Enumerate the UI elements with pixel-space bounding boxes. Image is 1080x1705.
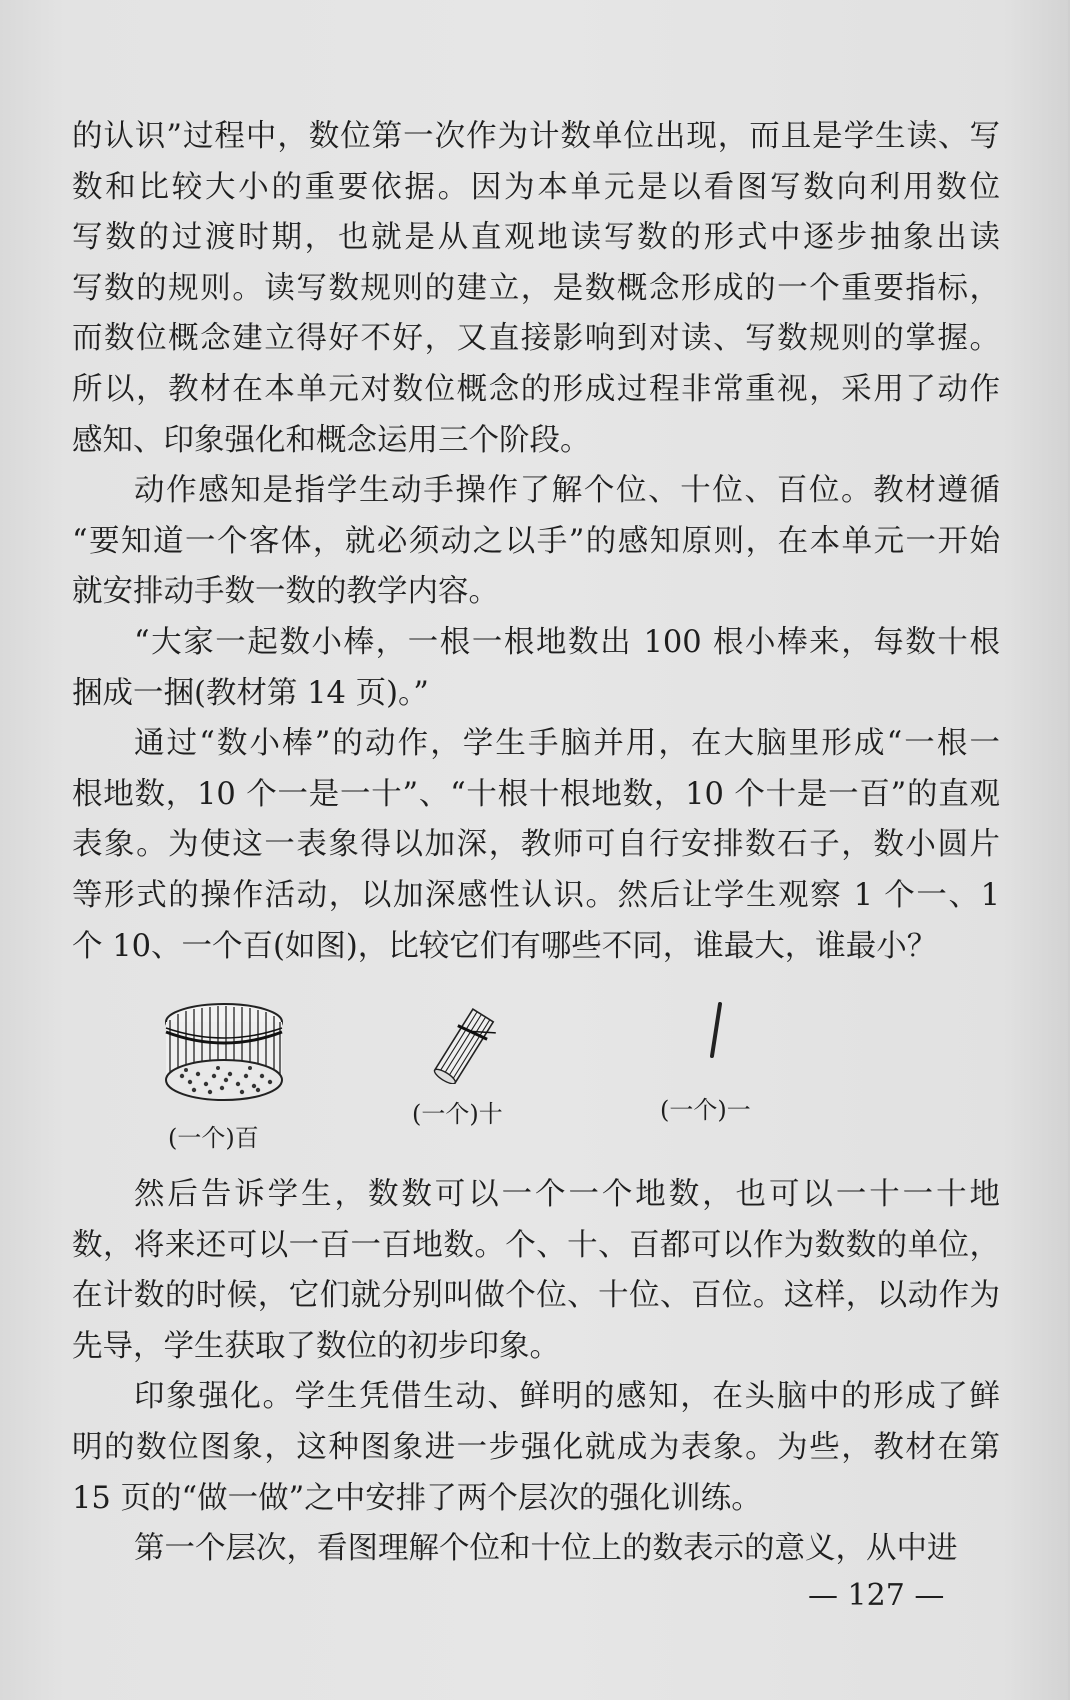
caption-one: (一个)一 bbox=[660, 1096, 751, 1124]
text-line: 通过“数小棒”的动作，学生手脑并用，在大脑里形成“一根一 bbox=[134, 726, 1000, 762]
caption-ten: (一个)十 bbox=[412, 1100, 503, 1128]
text-line: 写数的规则。读写数规则的建立，是数概念形成的一个重要指标， bbox=[72, 270, 1000, 306]
text-line: 15 页的“做一做”之中安排了两个层次的强化训练。 bbox=[72, 1480, 762, 1516]
text-line: 的认识”过程中，数位第一次作为计数单位出现，而且是学生读、写 bbox=[72, 119, 1000, 154]
single-stick-illustration bbox=[704, 1002, 728, 1058]
text-line: 就安排动手数一数的教学内容。 bbox=[72, 574, 499, 610]
caption-hundred: (一个)百 bbox=[168, 1124, 259, 1152]
text-line: “大家一起数小棒，一根一根地数出 100 根小棒来，每数十根 bbox=[134, 624, 1000, 660]
text-line: 数和比较大小的重要依据。因为本单元是以看图写数向利用数位 bbox=[72, 169, 1000, 205]
text-line: 第一个层次，看图理解个位和十位上的数表示的意义，从中进 bbox=[134, 1531, 958, 1567]
text-line: 然后告诉学生，数数可以一个一个地数，也可以一十一十地 bbox=[134, 1177, 1000, 1212]
text-line: 明的数位图象，这种图象进一步强化就成为表象。为些，教材在第 bbox=[72, 1429, 1000, 1465]
page-number: — 127 — bbox=[808, 1578, 945, 1613]
text-line: 动作感知是指学生动手操作了解个位、十位、百位。教材遵循 bbox=[134, 473, 1000, 509]
text-line: 而数位概念建立得好不好，又直接影响到对读、写数规则的掌握。 bbox=[72, 321, 1000, 357]
text-line: 数，将来还可以一百一百地数。个、十、百都可以作为数数的单位， bbox=[72, 1227, 1000, 1263]
text-line: 等形式的操作活动，以加深感性认识。然后让学生观察 1 个一、1 bbox=[72, 877, 1000, 913]
ten-bundle-illustration bbox=[432, 1008, 496, 1084]
text-line: 表象。为使这一表象得以加深，教师可自行安排数石子，数小圆片 bbox=[72, 827, 1000, 863]
hundred-bundle-illustration bbox=[160, 1000, 288, 1104]
text-line: 捆成一捆(教材第 14 页)。” bbox=[72, 675, 429, 711]
text-block-bottom bbox=[72, 1170, 1000, 1575]
text-line: 写数的过渡时期，也就是从直观地读写数的形式中逐步抽象出读 bbox=[72, 220, 1000, 256]
text-line: 先导，学生获取了数位的初步印象。 bbox=[72, 1328, 560, 1364]
text-line: 在计数的时候，它们就分别叫做个位、十位、百位。这样，以动作为 bbox=[72, 1278, 1000, 1314]
text-line: “要知道一个客体，就必须动之以手”的感知原则，在本单元一开始 bbox=[72, 523, 1000, 559]
text-line: 个 10、一个百(如图)，比较它们有哪些不同，谁最大，谁最小？ bbox=[72, 928, 938, 964]
text-line: 印象强化。学生凭借生动、鲜明的感知，在头脑中的形成了鲜 bbox=[134, 1379, 1000, 1415]
text-line: 感知、印象强化和概念运用三个阶段。 bbox=[72, 422, 591, 458]
text-line: 根地数，10 个一是一十”、“十根十根地数，10 个十是一百”的直观 bbox=[72, 776, 1000, 812]
text-line: 所以，教材在本单元对数位概念的形成过程非常重视，采用了动作 bbox=[72, 371, 1000, 407]
text-block-top bbox=[72, 112, 1000, 972]
